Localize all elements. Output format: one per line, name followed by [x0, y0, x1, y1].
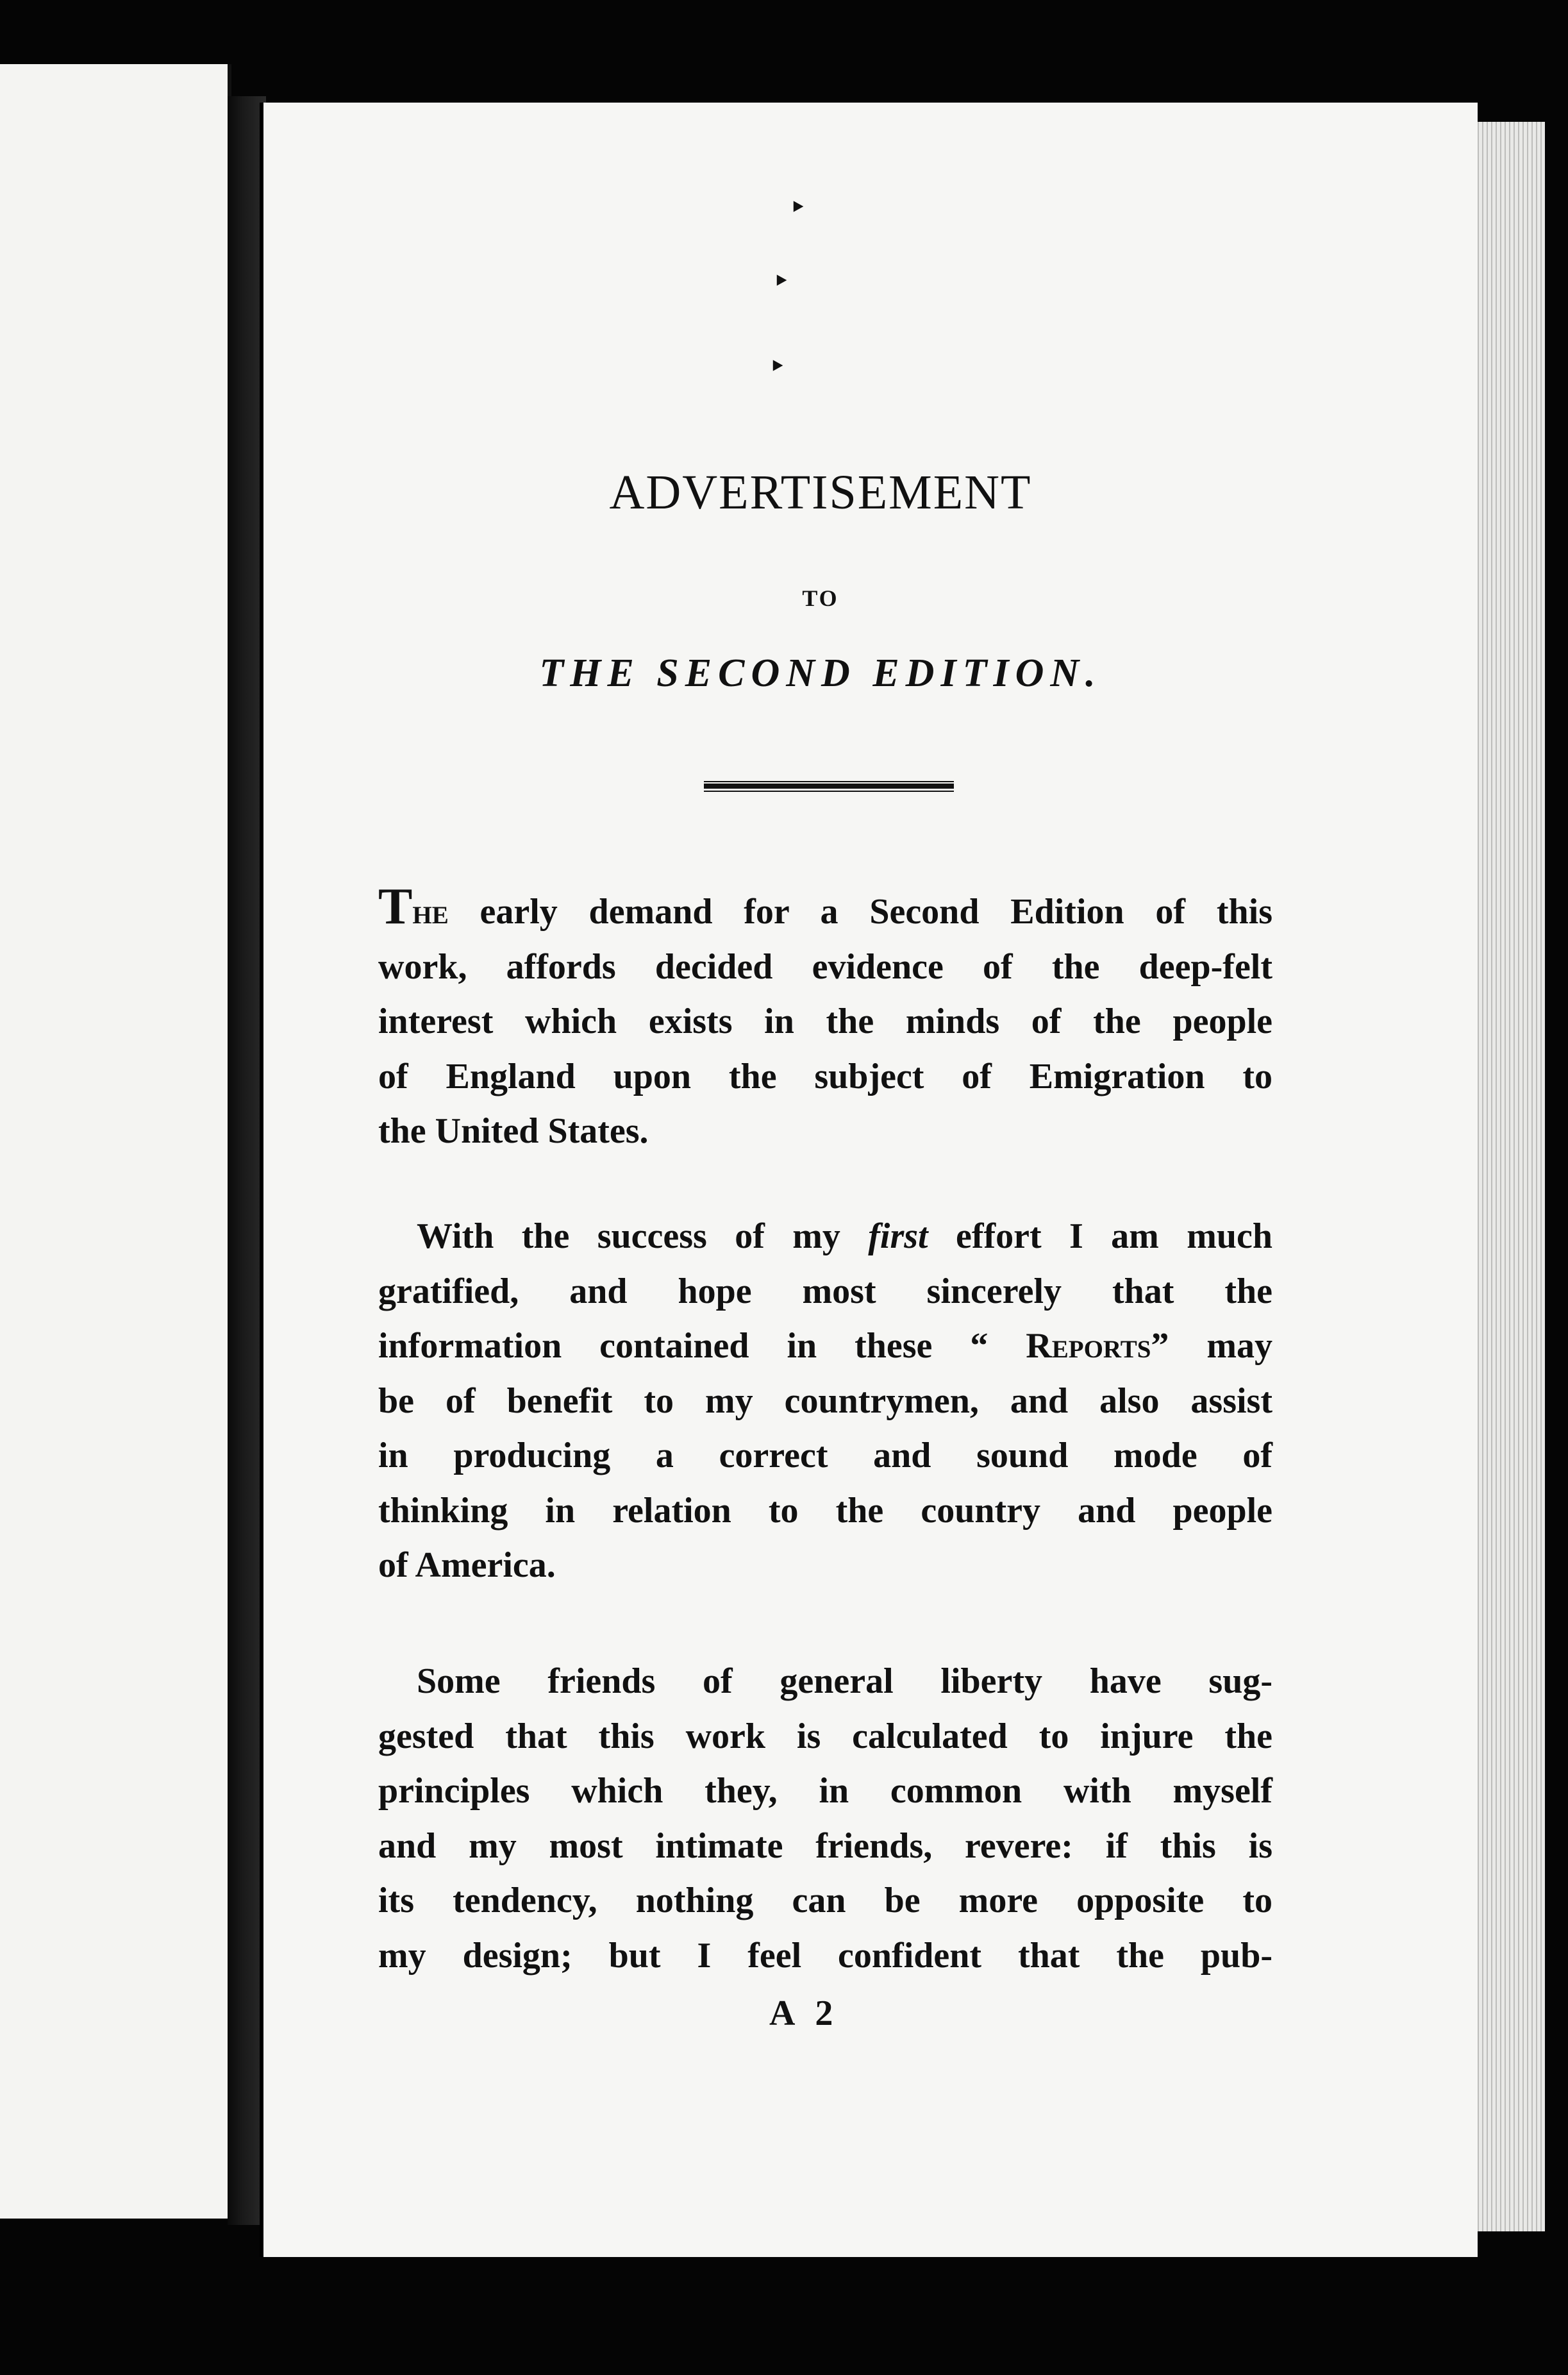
rule-line: [704, 784, 954, 789]
signature-mark: A 2: [769, 1993, 840, 2033]
line-rest: early demand for a Second Edition of this: [448, 892, 1272, 932]
printer-mark: ‣: [769, 352, 786, 381]
text-line: and my most intimate friends, revere: if this is: [378, 1825, 1272, 1866]
paragraph: [378, 1209, 1272, 1593]
rule-line: [704, 791, 954, 792]
rule-line: [704, 781, 954, 782]
text-line: its tendency, nothing can be more opposite to: [378, 1881, 1272, 1920]
text-line: of England upon the subject of Emigration to: [378, 1056, 1272, 1096]
paragraph: [378, 1654, 1272, 1983]
text-line: thinking in relation to the country and people: [378, 1490, 1272, 1531]
text-line: interest which exists in the minds of the people: [378, 1002, 1272, 1041]
ornamental-rule: [704, 781, 954, 793]
small-caps-text: he: [412, 892, 449, 932]
page-edges: [1474, 122, 1545, 2231]
text-line: work, affords decided evidence of the deep-felt: [378, 946, 1272, 987]
facing-page: [0, 64, 231, 2219]
text-line: Some friends of general liberty have sug-: [417, 1661, 1272, 1701]
text-line: [378, 880, 1272, 940]
small-caps-text: Reports: [1026, 1326, 1151, 1366]
text-line: With the success of my first effort I am much: [417, 1216, 1272, 1256]
text-line: my design; but I feel confident that the pub-: [378, 1935, 1272, 1976]
text-line: information contained in these “ Reports” may: [378, 1326, 1272, 1366]
text-line: of America.: [378, 1545, 556, 1585]
page-title-to: TO: [802, 585, 839, 611]
text-line: principles which they, in common with myself: [378, 1771, 1272, 1811]
italic-word: first: [868, 1216, 928, 1256]
text-line: in producing a correct and sound mode of: [378, 1436, 1272, 1475]
text-line: gratified, and hope most sincerely that the: [378, 1271, 1272, 1311]
printer-mark: ‣: [773, 267, 790, 296]
page-title: ADVERTISEMENT: [609, 466, 1032, 519]
text-line: be of benefit to my countrymen, and also assist: [378, 1381, 1272, 1421]
text-line: the United States.: [378, 1111, 649, 1151]
drop-cap: T: [378, 878, 413, 935]
printer-mark: ‣: [790, 193, 806, 222]
page-subtitle: THE SECOND EDITION.: [539, 651, 1102, 695]
text-line: gested that this work is calculated to injure the: [378, 1716, 1272, 1756]
paragraph: [378, 880, 1272, 1159]
